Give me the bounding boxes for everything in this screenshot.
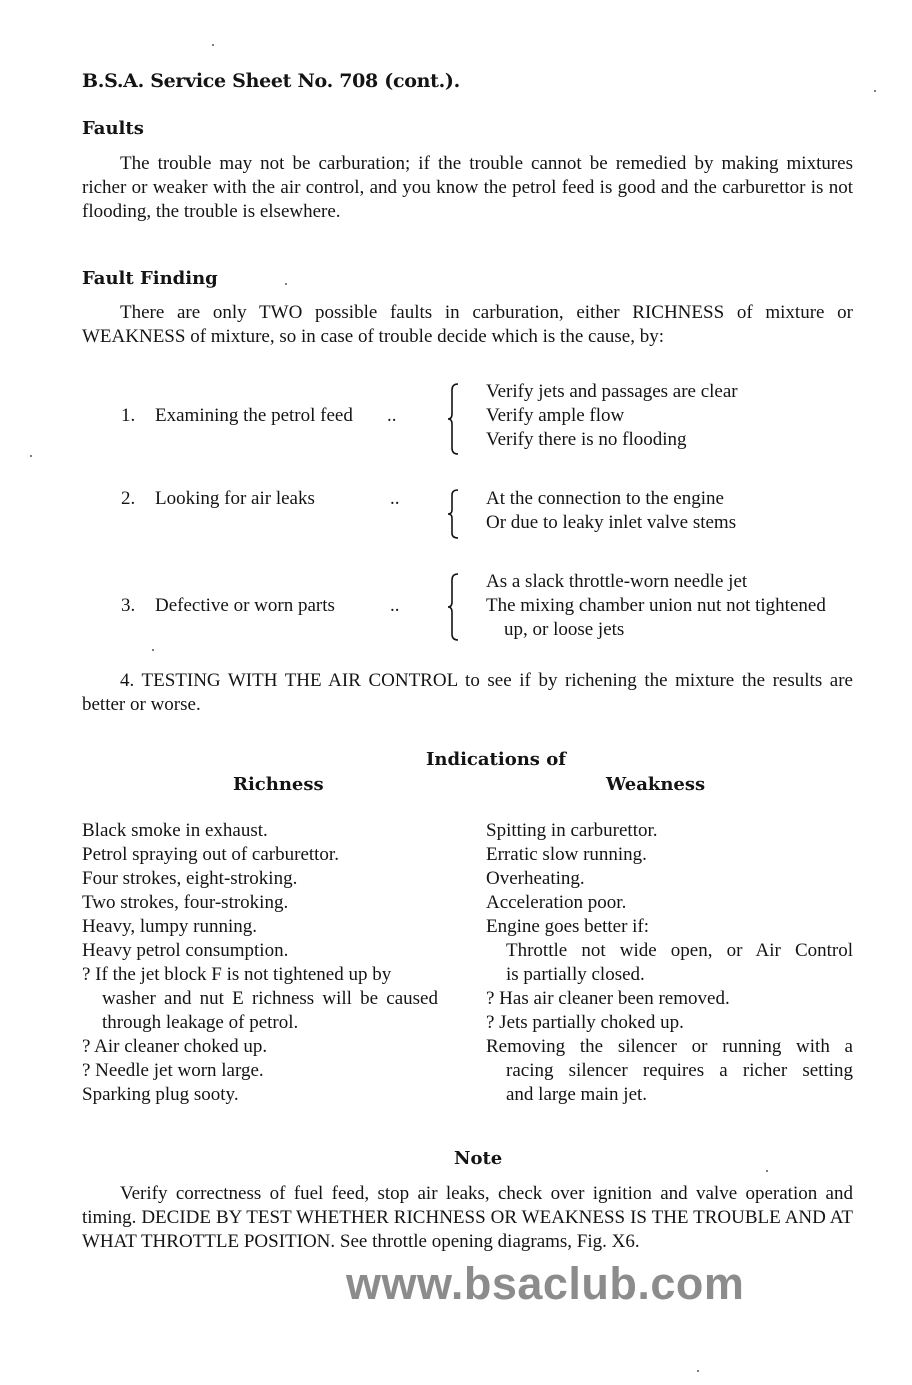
fault-step-leader: .. (387, 405, 397, 426)
check-item: up, or loose jets (504, 619, 625, 640)
list-item: Removing the silencer or running with a (486, 1036, 853, 1057)
check-item: Verify there is no flooding (486, 429, 687, 450)
brace-step-1 (447, 382, 461, 456)
list-item: Overheating. (486, 868, 585, 889)
fault-step-number: 2. (121, 488, 136, 509)
list-item: Acceleration poor. (486, 892, 627, 913)
richness-title: Richness (233, 774, 324, 795)
fault-step-label: Looking for air leaks (155, 488, 315, 509)
list-item: Petrol spraying out of carburettor. (82, 844, 339, 865)
list-item: ? Needle jet worn large. (82, 1060, 264, 1081)
faults-paragraph (82, 152, 853, 224)
list-item: racing silencer requires a richer setting (506, 1060, 853, 1081)
check-item: Verify jets and passages are clear (486, 381, 738, 402)
brace-step-3 (447, 572, 461, 642)
list-item: and large main jet. (506, 1084, 648, 1105)
scan-speck (285, 283, 287, 285)
sheet-header: B.S.A. Service Sheet No. 708 (cont.). (82, 70, 460, 92)
list-item: Spitting in carburettor. (486, 820, 658, 841)
fault-step-leader: .. (390, 488, 400, 509)
list-item: through leakage of petrol. (102, 1012, 299, 1033)
fault-step-4 (82, 669, 853, 717)
list-item: Throttle not wide open, or Air Control (506, 940, 853, 961)
note-heading: Note (454, 1148, 503, 1169)
note-paragraph (82, 1182, 853, 1254)
fault-step-3-items (486, 570, 866, 642)
scan-speck (874, 90, 876, 92)
fault-step-label: Defective or worn parts (155, 595, 335, 616)
scan-speck (697, 1370, 699, 1372)
list-item: Four strokes, eight-stroking. (82, 868, 298, 889)
list-item: is partially closed. (506, 964, 645, 985)
fault-finding-intro (82, 301, 853, 349)
fault-step-4-text: 4. TESTING WITH THE AIR CONTROL to see if by richening the mixture the results are better or worse. (82, 670, 853, 715)
scan-speck (30, 455, 32, 457)
check-item: Verify ample flow (486, 405, 625, 426)
list-item: ? Has air cleaner been removed. (486, 988, 730, 1009)
fault-step-label: Examining the petrol feed (155, 405, 353, 426)
faults-heading: Faults (82, 118, 144, 139)
faults-text: The trouble may not be carburation; if the trouble cannot be remedied by making mixtures richer or weaker with the air control, and you know the petrol feed is good and the carburettor is not flooding, the trouble is elsewhere. (82, 153, 853, 222)
fault-finding-intro-text: There are only TWO possible faults in carburation, either RICHNESS of mixture or WEAKNESS of mixture, so in case of trouble decide which is the cause, by: (82, 302, 853, 347)
watermark: www.bsaclub.com (346, 1258, 745, 1309)
check-item: At the connection to the engine (486, 488, 724, 509)
weakness-title: Weakness (606, 774, 706, 795)
check-item: As a slack throttle-worn needle jet (486, 571, 748, 592)
list-item: Engine goes better if: (486, 916, 650, 937)
scan-speck (152, 649, 154, 651)
list-item: Heavy, lumpy running. (82, 916, 258, 937)
fault-step-number: 3. (121, 595, 136, 616)
brace-step-2 (447, 488, 461, 540)
scan-speck (766, 1170, 768, 1172)
list-item: Sparking plug sooty. (82, 1084, 239, 1105)
fault-step-1-items (486, 380, 866, 452)
list-item: Black smoke in exhaust. (82, 820, 268, 841)
check-item: Or due to leaky inlet valve stems (486, 512, 737, 533)
richness-list (82, 819, 438, 1107)
fault-step-number: 1. (121, 405, 136, 426)
list-item: Erratic slow running. (486, 844, 647, 865)
note-text: Verify correctness of fuel feed, stop air leaks, check over ignition and valve operation and timing. DECIDE BY TEST WHETHER RICHNESS OR WEAKNESS IS THE TROUBLE AND AT WHAT THROTTLE POSITION. See throttle opening diagrams, Fig. X6. (82, 1183, 853, 1252)
fault-step-leader: .. (390, 595, 400, 616)
indications-title: Indications of (426, 749, 566, 770)
list-item: ? Air cleaner choked up. (82, 1036, 268, 1057)
list-item: Heavy petrol consumption. (82, 940, 289, 961)
fault-finding-heading: Fault Finding (82, 268, 218, 289)
list-item: washer and nut E richness will be caused (102, 988, 438, 1009)
weakness-list (486, 819, 853, 1107)
scan-speck (212, 44, 214, 46)
list-item: ? Jets partially choked up. (486, 1012, 684, 1033)
list-item: ? If the jet block F is not tightened up by (82, 964, 392, 985)
check-item: The mixing chamber union nut not tightened (486, 595, 826, 616)
fault-step-2-items (486, 487, 866, 535)
list-item: Two strokes, four-stroking. (82, 892, 289, 913)
